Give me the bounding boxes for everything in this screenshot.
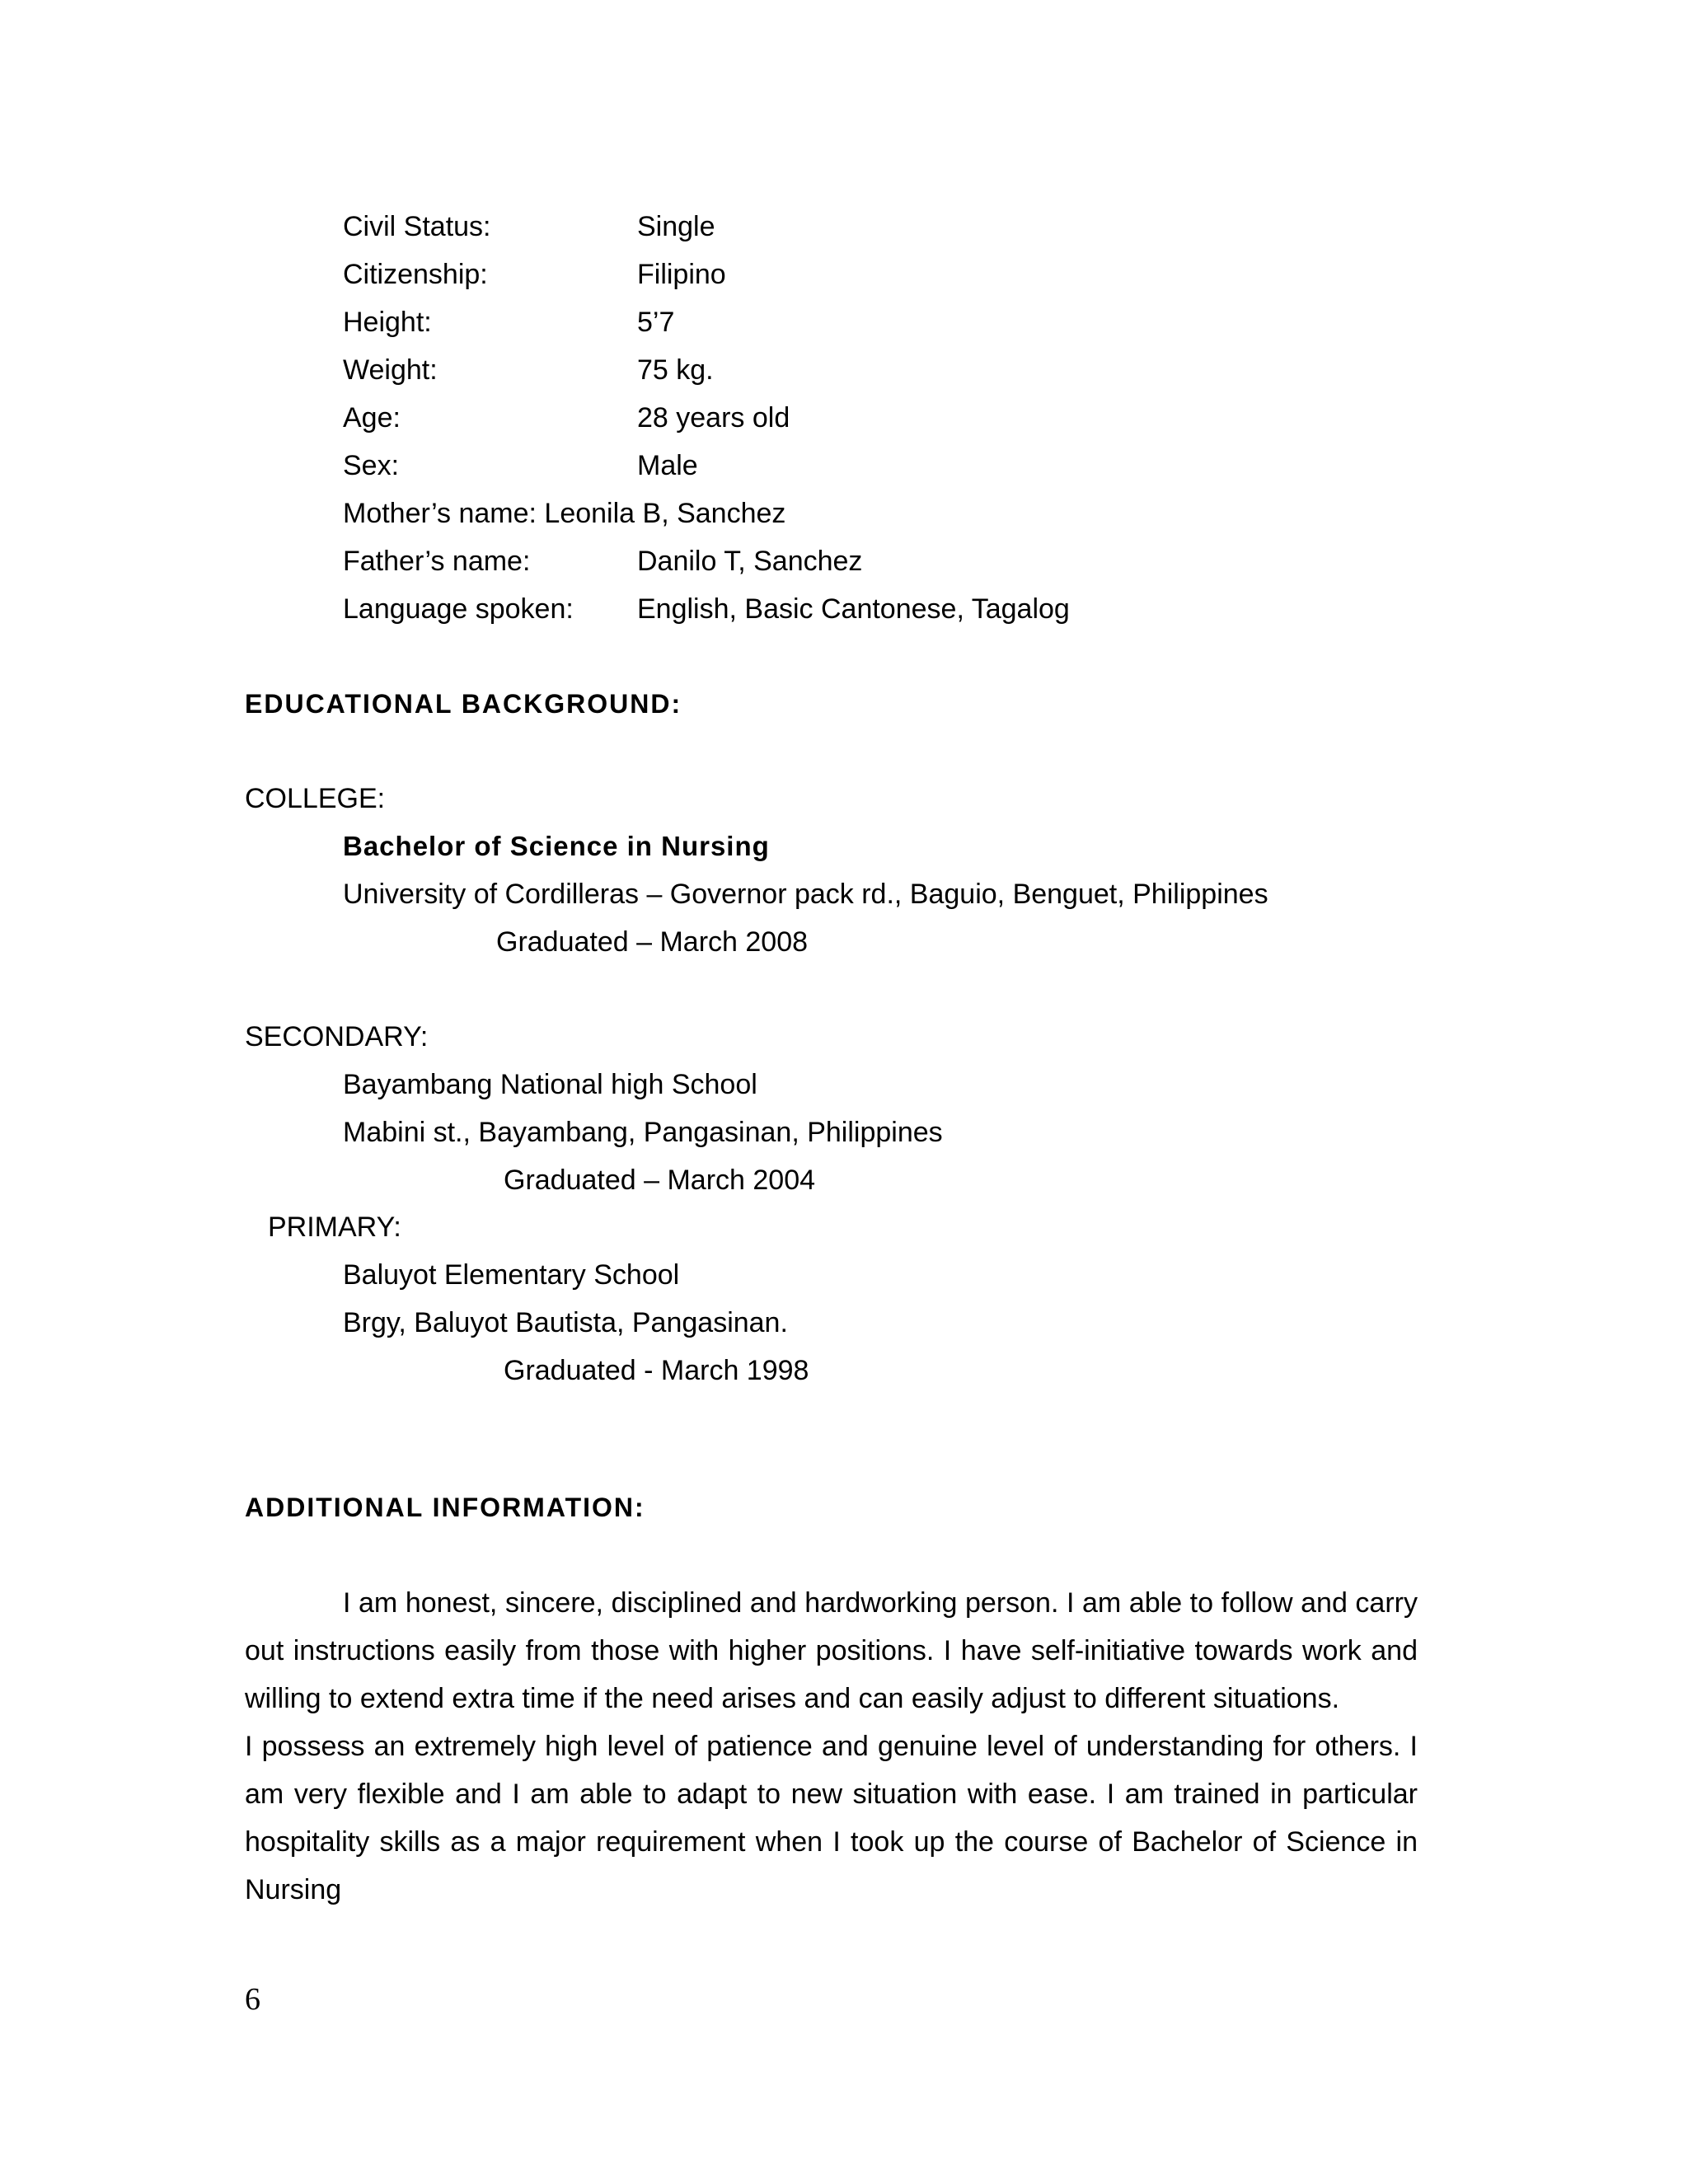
info-label: Language spoken:: [343, 593, 574, 625]
secondary-label: SECONDARY:: [245, 1021, 429, 1052]
info-row-mothers-name: [343, 490, 785, 537]
college-label: COLLEGE:: [245, 783, 386, 814]
info-label: Height:: [343, 307, 432, 338]
info-label: Sex:: [343, 450, 400, 481]
college-school: University of Cordilleras – Governor pack rd., Baguio, Benguet, Philippines: [343, 879, 1268, 910]
primary-address: Brgy, Baluyot Bautista, Pangasinan.: [343, 1307, 788, 1338]
info-label: Weight:: [343, 354, 438, 386]
info-value: Leonila B, Sanchez: [544, 498, 786, 529]
info-label: Age:: [343, 402, 401, 434]
info-label: Citizenship:: [343, 259, 488, 290]
primary-graduated: Graduated - March 1998: [504, 1355, 809, 1386]
college-graduated: Graduated – March 2008: [496, 926, 809, 958]
info-value: Danilo T, Sanchez: [637, 546, 863, 577]
secondary-graduated: Graduated – March 2004: [504, 1165, 816, 1196]
primary-label: PRIMARY:: [268, 1212, 401, 1243]
info-value: Filipino: [637, 259, 726, 290]
additional-paragraph-1: I am honest, sincere, disciplined and hardworking person. I am able to follow and carry out instructions easily from those with higher positions. I have self-initiative towards work and willing to extend extra time if the need arises and can easily adjust to different situations.: [245, 1587, 1418, 1714]
info-label: Mother’s name:: [343, 498, 537, 529]
info-value: 28 years old: [637, 402, 790, 434]
info-label: Civil Status:: [343, 211, 491, 242]
info-value: Male: [637, 450, 698, 481]
additional-paragraph-2: I possess an extremely high level of patience and genuine level of understanding for others. I am very flexible and I am able to adapt to new situation with ease. I am trained in particular hospitality skills as a major requirement when I took up the course of Bachelor of Science in Nursing: [245, 1731, 1418, 1905]
primary-school: Baluyot Elementary School: [343, 1259, 680, 1291]
education-heading: EDUCATIONAL BACKGROUND:: [245, 689, 682, 719]
secondary-school: Bayambang National high School: [343, 1069, 757, 1100]
info-label: Father’s name:: [343, 546, 531, 577]
info-value: 75 kg.: [637, 354, 714, 386]
page-number: 6: [245, 1982, 260, 2017]
info-value: English, Basic Cantonese, Tagalog: [637, 593, 1070, 625]
info-value: Single: [637, 211, 715, 242]
college-degree: Bachelor of Science in Nursing: [343, 831, 770, 861]
additional-heading: ADDITIONAL INFORMATION:: [245, 1493, 645, 1522]
secondary-address: Mabini st., Bayambang, Pangasinan, Philippines: [343, 1117, 943, 1148]
info-value: 5’7: [637, 307, 675, 338]
